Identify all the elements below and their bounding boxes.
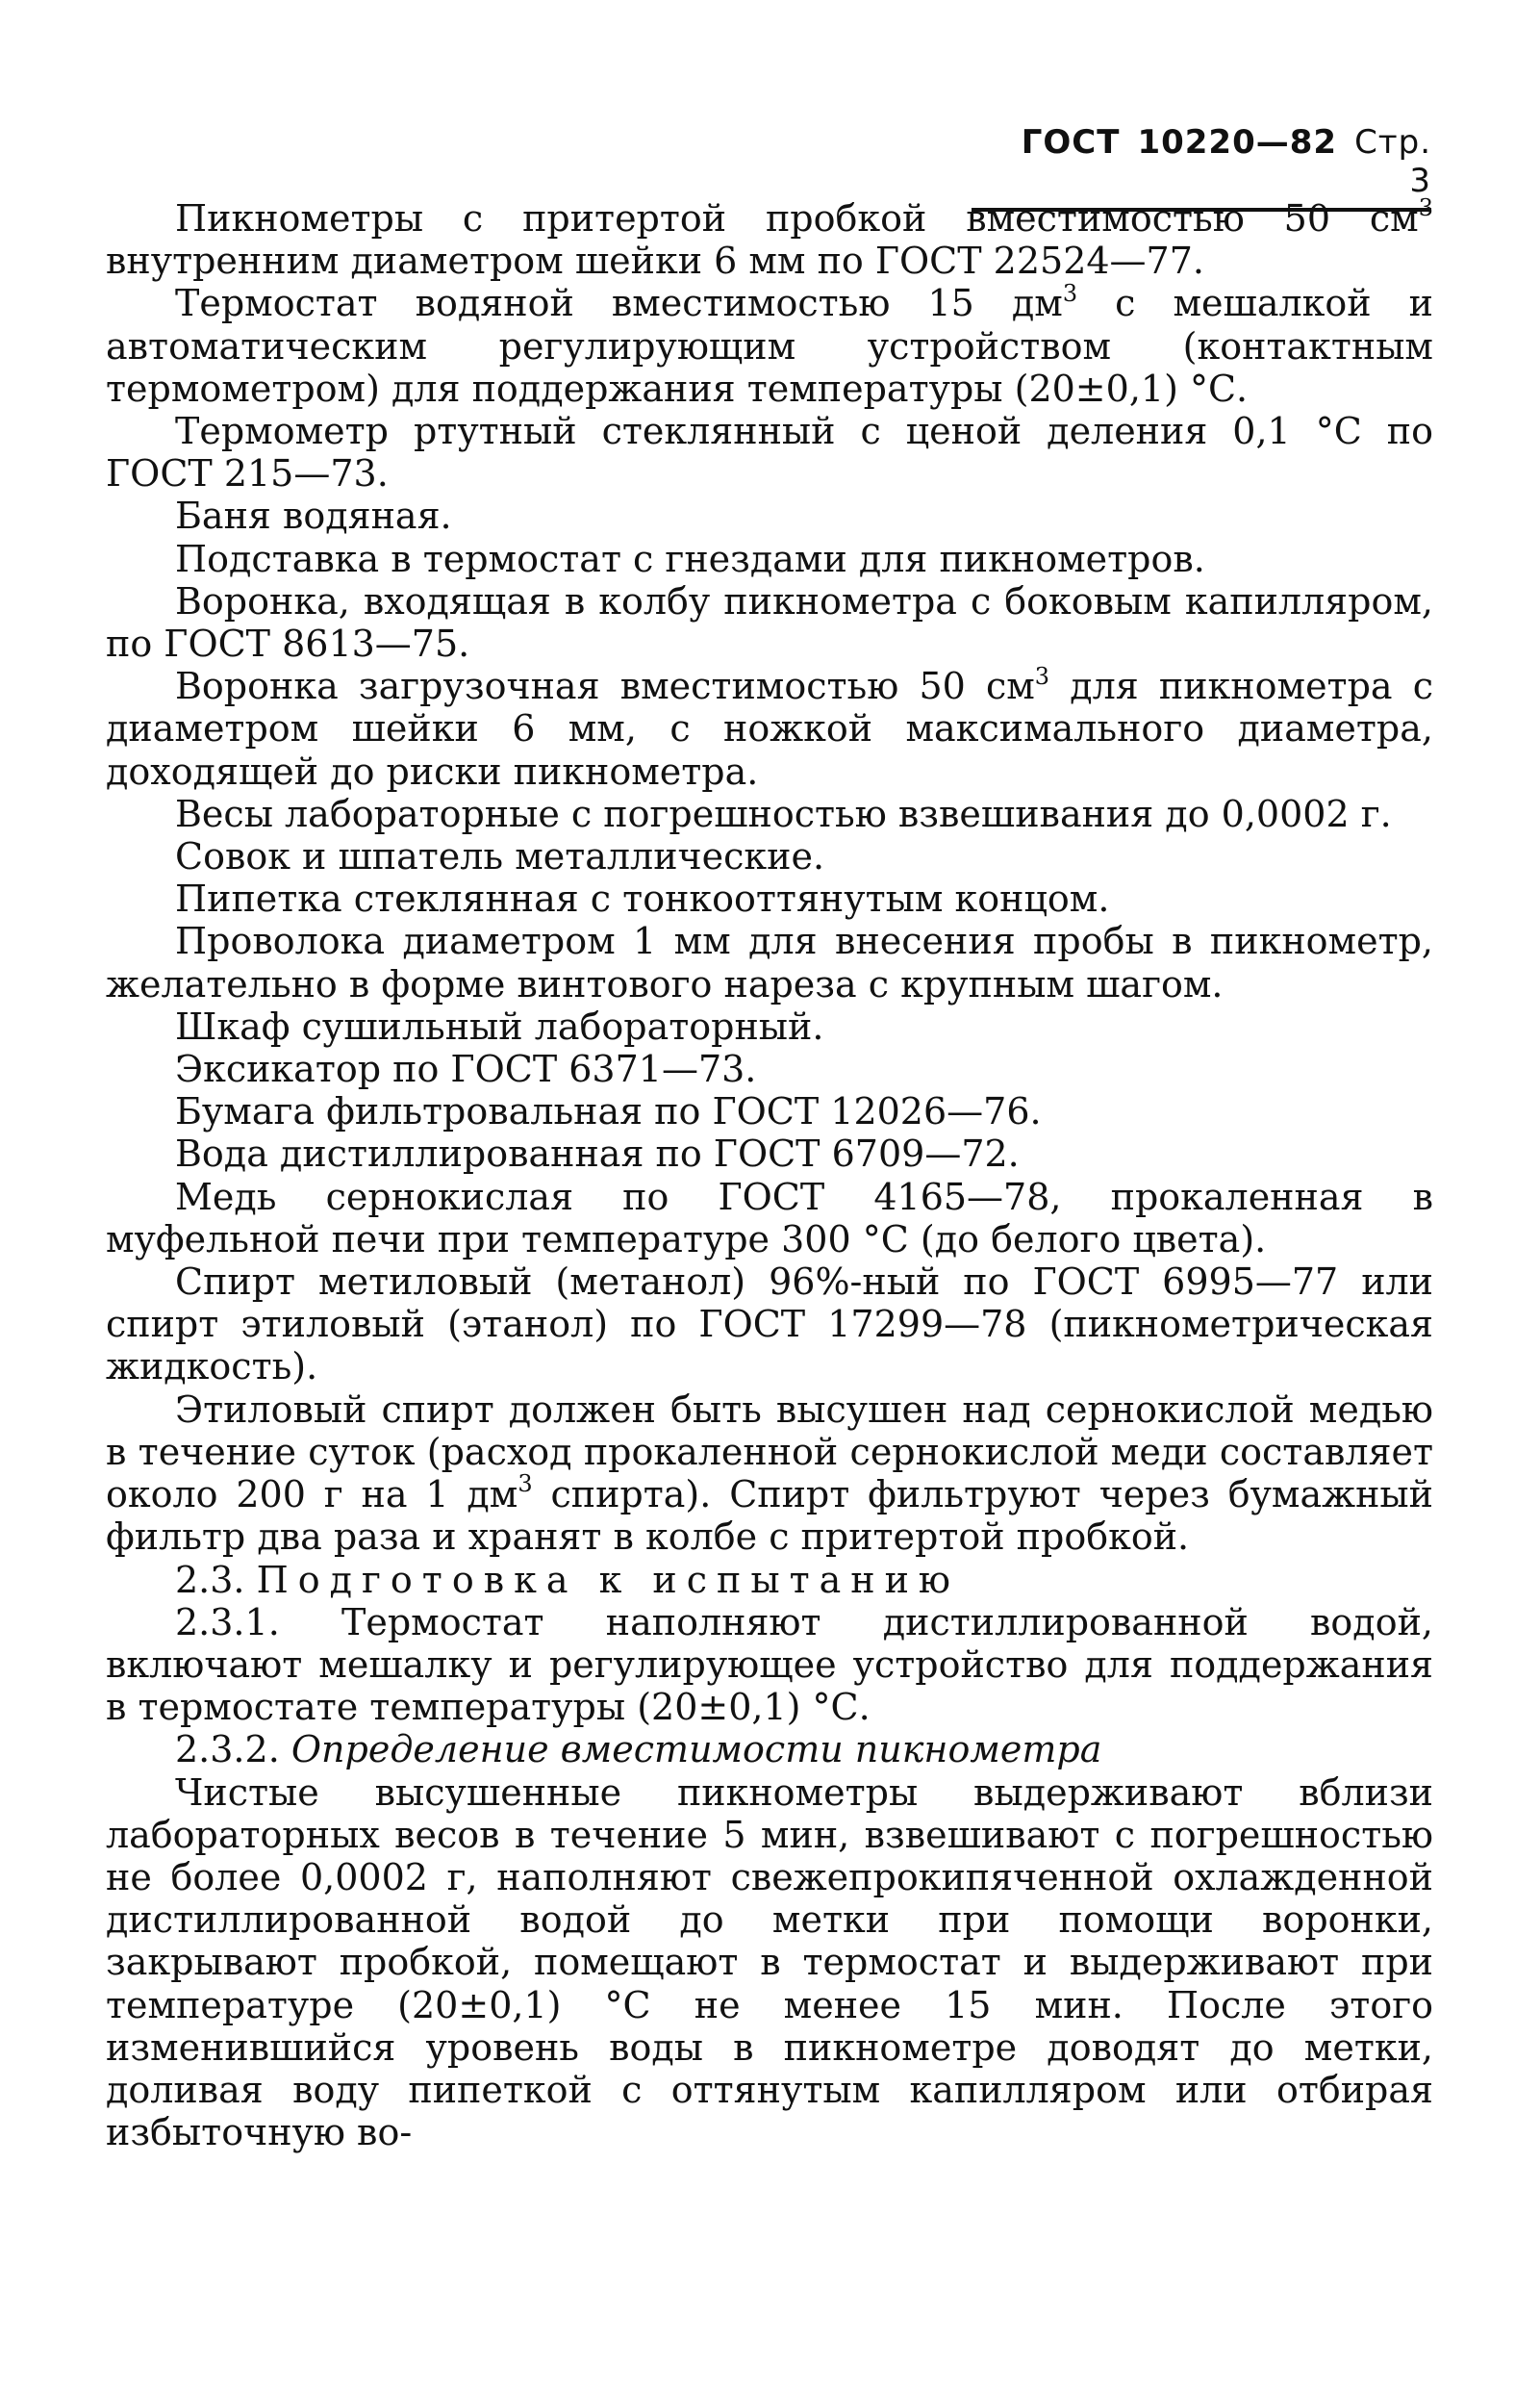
paragraph: Спирт метиловый (метанол) 96%-ный по ГОСТ 6995—77 или спирт этиловый (этанол) по ГОСТ 17299—78 (пикнометрическая жидкость).	[106, 1260, 1433, 1388]
paragraph: Подставка в термостат с гнездами для пикнометров.	[175, 537, 1205, 580]
clause-text: Термостат наполняют дистиллированной водой, включают мешалку и регулирующее устройство для поддержания в термостате температуры (20±0,1) °С.	[106, 1600, 1433, 1729]
paragraph: Шкаф сушильный лабораторный.	[175, 1005, 824, 1048]
paragraph: Пипетка стеклянная с тонкооттянутым концом.	[175, 878, 1110, 921]
paragraph: Медь сернокислая по ГОСТ 4165—78, прокаленная в муфельной печи при температуре 300 °С (до белого цвета).	[106, 1175, 1433, 1260]
paragraph: Воронка, входящая в колбу пикнометра с боковым капилляром, по ГОСТ 8613—75.	[106, 579, 1433, 666]
paragraph: Воронка загрузочная вместимостью 50 $см^3$ для пикнометра с диаметром шейки 6 мм, с ножкой максимального диаметра, доходящей до риски пикнометра.	[106, 662, 1433, 793]
paragraph: Бумага фильтровальная по ГОСТ 12026—76.	[175, 1090, 1042, 1133]
document-body	[106, 194, 1433, 2154]
section-number: 2.3.	[175, 1558, 245, 1601]
clause-heading	[106, 1728, 1433, 1770]
paragraph: Эксикатор по ГОСТ 6371—73.	[175, 1048, 757, 1091]
paragraph: Пикнометры с притертой пробкой вместимостью 50 $см^3$ внутренним диаметром шейки 6 мм по ГОСТ 22524—77.	[106, 194, 1433, 283]
paragraph: Чистые высушенные пикнометры выдерживают вблизи лабораторных весов в течение 5 мин, взвешивают с погрешностью не более 0,0002 г, наполняют свежепрокипяченной охлажденной дистиллированной водой до метки при помощи воронки, закрывают пробкой, помещают в термостат и выдерживают при температуре (20±0,1) °С не менее 15 мин. После этого изменившийся уровень воды в пикнометре доводят до метки, доливая воду пипеткой с оттянутым капилляром или отбирая избыточную во-	[106, 1770, 1433, 2154]
standard-number: 10220—82	[1137, 123, 1338, 162]
paragraph: Вода дистиллированная по ГОСТ 6709—72.	[175, 1133, 1020, 1176]
clause-title: Определение вместимости пикнометра	[290, 1728, 1102, 1771]
paragraph: Термостат водяной вместимостью 15 $дм^3$ с мешалкой и автоматическим регулирующим устройством (контактным термометром) для поддержания температуры (20±0,1) °С.	[106, 279, 1433, 410]
paragraph: Совок и шпатель металлические.	[175, 835, 825, 878]
paragraph: Этиловый спирт должен быть высушен над сернокислой медью в течение суток (расход прокаленной сернокислой меди составляет около 200 г на 1 $дм^3$ спирта). Спирт фильтруют через бумажный фильтр два раза и хранят в колбе с притертой пробкой.	[106, 1387, 1433, 1559]
paragraph: Проволока диаметром 1 мм для внесения пробы в пикнометр, желательно в форме винтового нареза с крупным шагом.	[106, 920, 1433, 1006]
section-heading	[106, 1559, 1433, 1601]
clause-number: 2.3.1.	[175, 1600, 280, 1643]
paragraph: Термометр ртутный стеклянный с ценой деления 0,1 °С по ГОСТ 215—73.	[106, 410, 1433, 496]
paragraph: Весы лабораторные с погрешностью взвешивания до 0,0002 г.	[175, 792, 1392, 835]
page-number: Стр. 3	[1354, 123, 1431, 200]
section-title: Подготовка к испытанию	[256, 1558, 961, 1601]
standard-label: ГОСТ	[1021, 123, 1121, 162]
clause-number: 2.3.2.	[175, 1728, 280, 1771]
paragraph: Баня водяная.	[175, 495, 452, 538]
clause	[106, 1601, 1433, 1729]
